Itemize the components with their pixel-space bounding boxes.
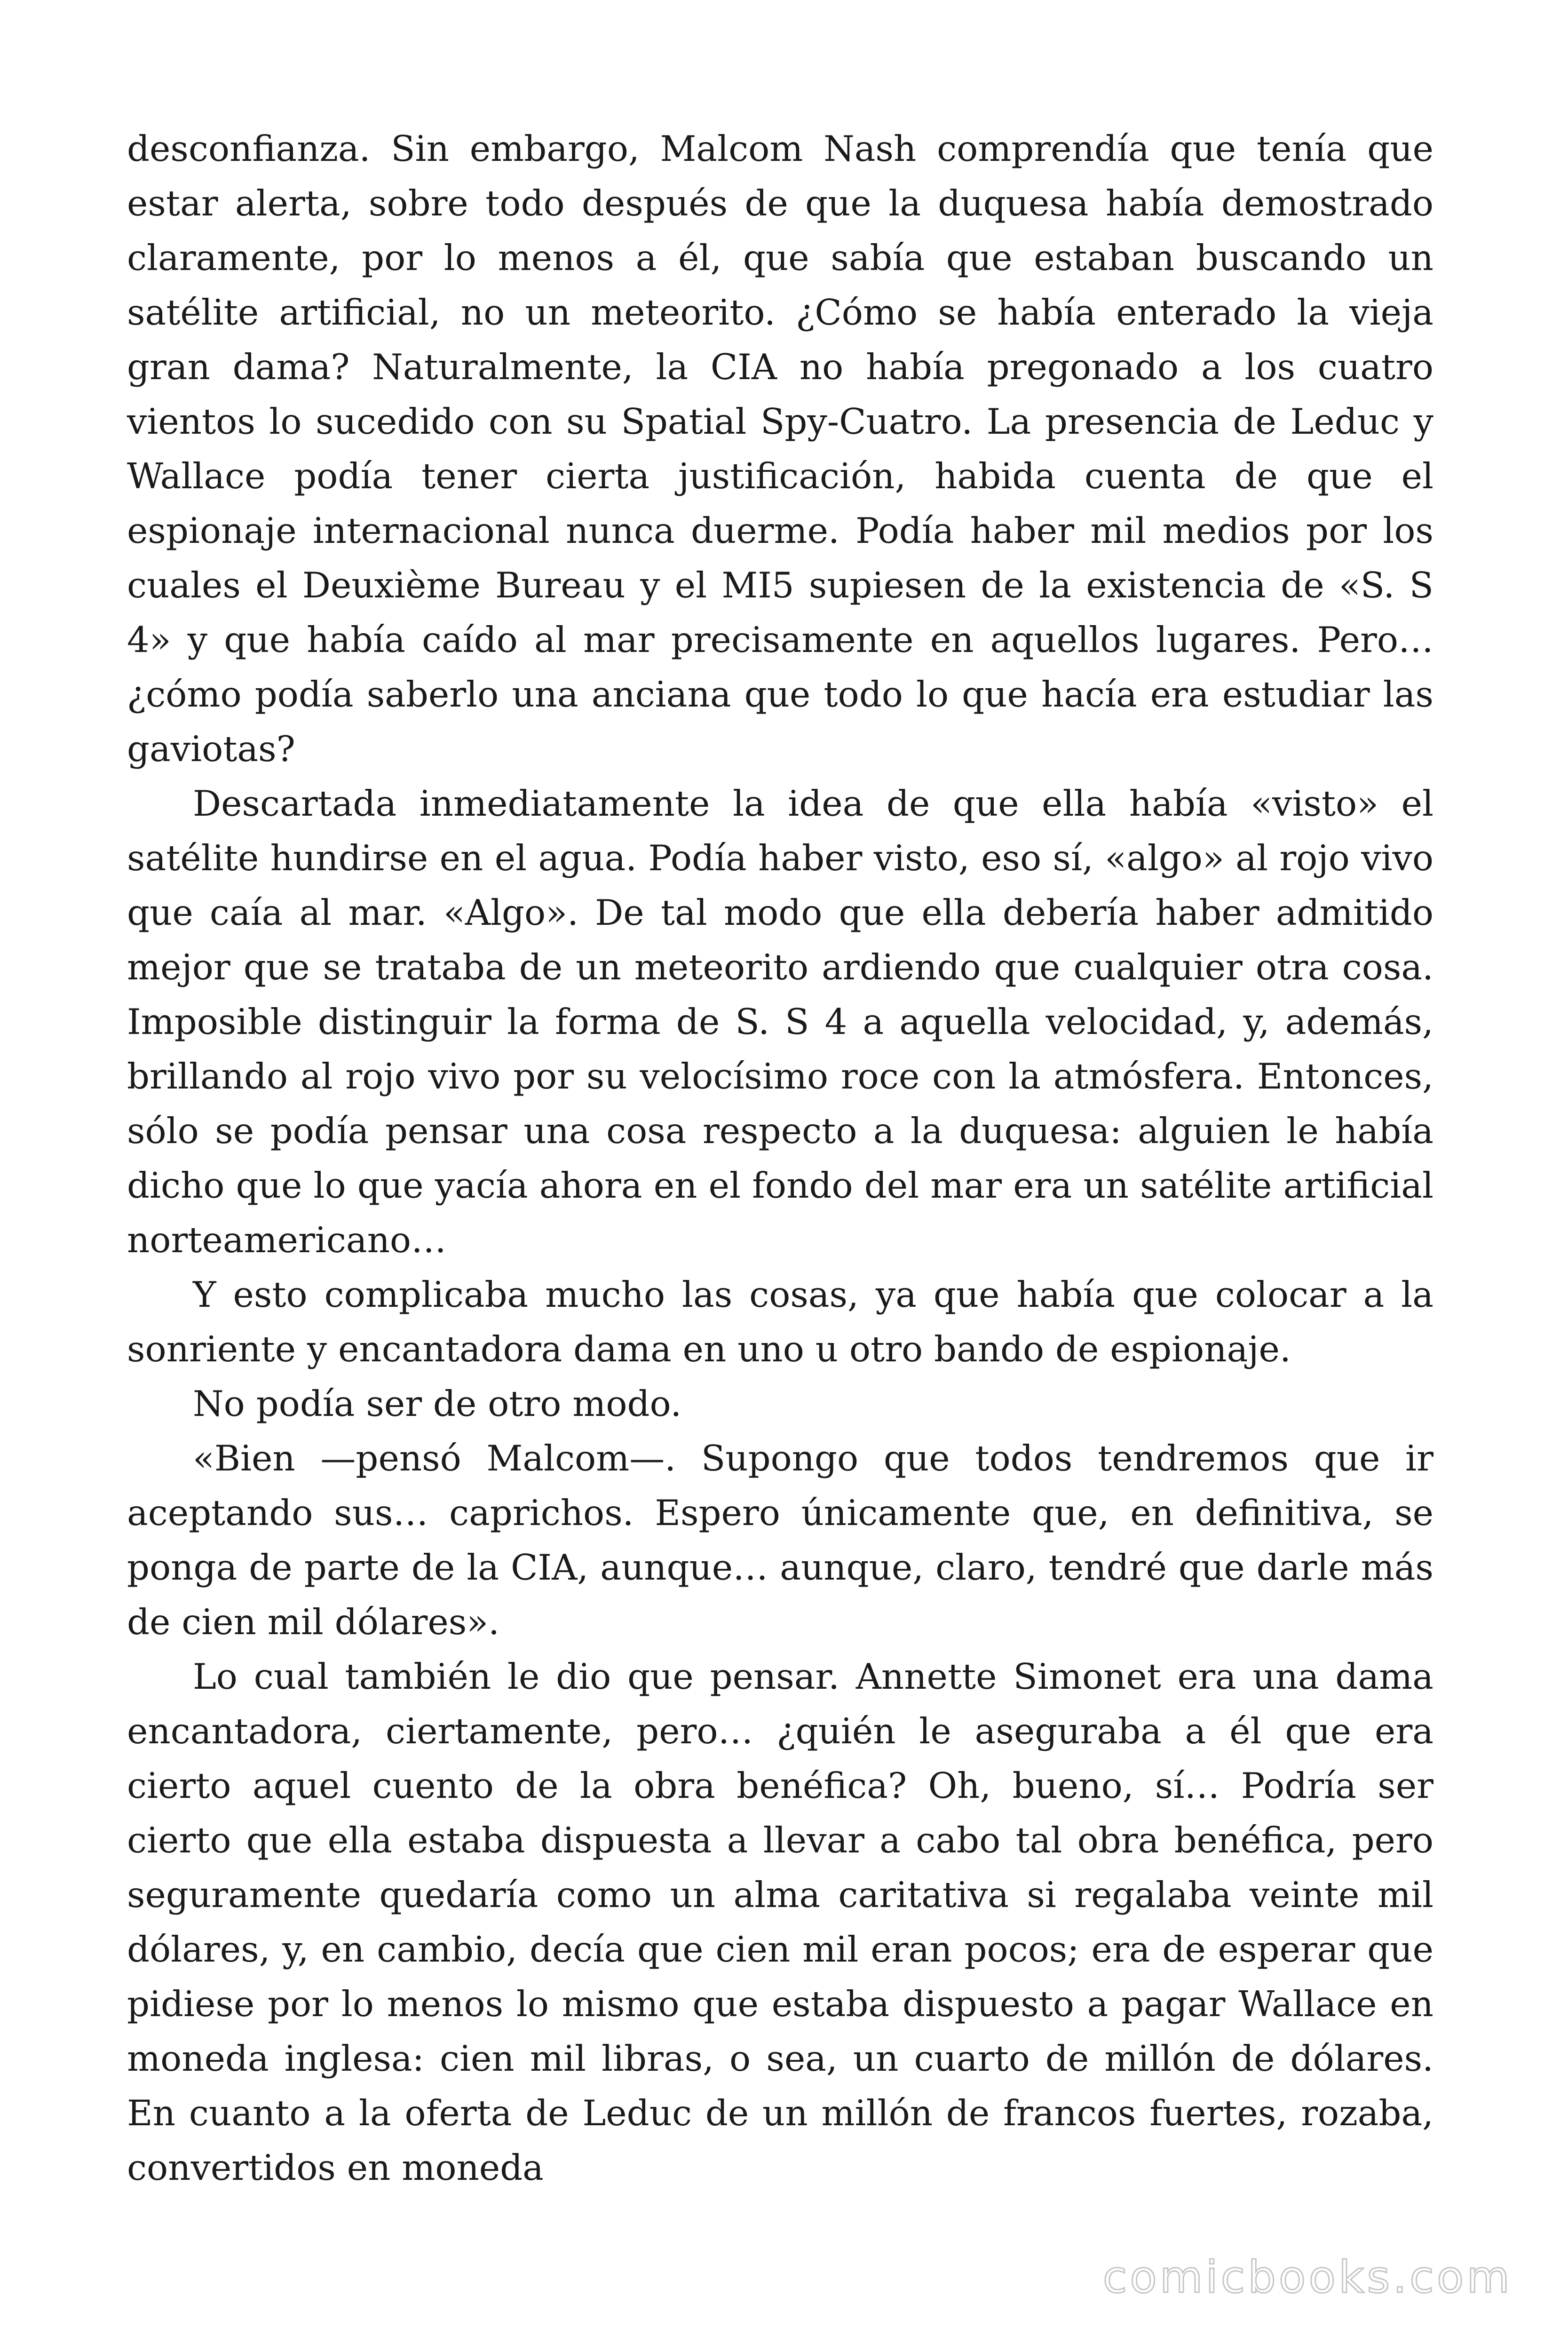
paragraph: Lo cual también le dio que pensar. Annette Simonet era una dama encantadora, ciertamente, pero… ¿quién le aseguraba a él que era cierto aquel cuento de la obra benéfica? Oh, bueno, sí… Podría ser cierto que ella estaba dispuesta a llevar a cabo tal obra benéfica, pero seguramente quedaría como un alma caritativa si regalaba veinte mil dólares, y, en cambio, decía que cien mil eran pocos; era de esperar que pidiese por lo menos lo mismo que estaba dispuesto a pagar Wallace en moneda inglesa: cien mil libras, o sea, un cuarto de millón de dólares. En cuanto a la oferta de Leduc de un millón de francos fuertes, rozaba, convertidos en moneda — [127, 1656, 1433, 2188]
watermark: comicbooks.com — [1102, 2252, 1513, 2303]
paragraph: No podía ser de otro modo. — [193, 1383, 682, 1424]
paragraph: Y esto complicaba mucho las cosas, ya que había que colocar a la sonriente y encantadora dama en uno u otro bando de espionaje. — [127, 1274, 1433, 1370]
paragraph: Descartada inmediatamente la idea de que ella había «visto» el satélite hundirse en el agua. Podía haber visto, eso sí, «algo» al rojo vivo que caía al mar. «Algo». De tal modo que ella debería haber admitido mejor que se trataba de un meteorito ardiendo que cualquier otra cosa. Imposible distinguir la forma de S. S 4 a aquella velocidad, y, además, brillando al rojo vivo por su velocísimo roce con la atmósfera. Entonces, sólo se podía pensar una cosa respecto a la duquesa: alguien le había dicho que lo que yacía ahora en el fondo del mar era un satélite artificial norteamericano… — [127, 783, 1433, 1261]
paragraph: desconfianza. Sin embargo, Malcom Nash comprendía que tenía que estar alerta, sobre todo después de que la duquesa había demostrado claramente, por lo menos a él, que sabía que estaban buscando un satélite artificial, no un meteorito. ¿Cómo se había enterado la vieja gran dama? Naturalmente, la CIA no había pregonado a los cuatro vientos lo sucedido con su Spatial Spy-Cuatro. La presencia de Leduc y Wallace podía tener cierta justificación, habida cuenta de que el espionaje internacional nunca duerme. Podía haber mil medios por los cuales el Deuxième Bureau y el MI5 supiesen de la existencia de «S. S 4» y que había caído al mar precisamente en aquellos lugares. Pero… ¿cómo podía saberlo una anciana que todo lo que hacía era estudiar las gaviotas? — [127, 128, 1433, 770]
book-page-text — [127, 121, 1433, 2219]
paragraph: «Bien —pensó Malcom—. Supongo que todos tendremos que ir aceptando sus… caprichos. Espero únicamente que, en definitiva, se ponga de parte de la CIA, aunque… aunque, claro, tendré que darle más de cien mil dólares». — [127, 1438, 1433, 1643]
